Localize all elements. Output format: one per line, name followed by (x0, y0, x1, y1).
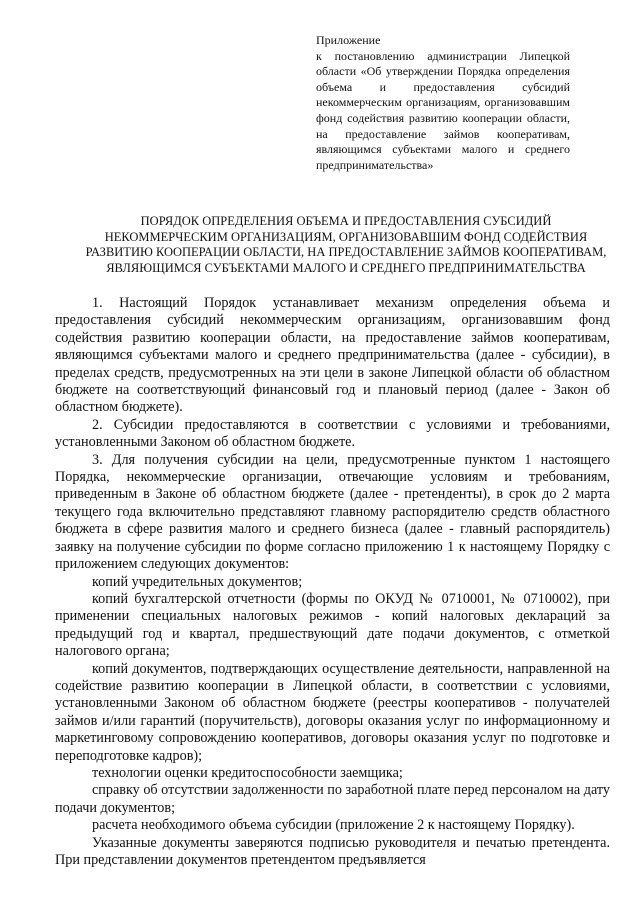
paragraph-1: 1. Настоящий Порядок устанавливает механизм определения объема и предоставления субсидий некоммерческим организациям, организовавшим фонд содействия развитию кооперации области, на предоставление займов кооперативам, являющимся субъектами малого и среднего предпринимательства (далее - субсидии), в пределах средств, предусмотренных на эти цели в законе Липецкой области об областном бюджете на соответствующий финансовый год и плановый период (далее - Закон об областном бюджете). (55, 295, 610, 416)
document-title: ПОРЯДОК ОПРЕДЕЛЕНИЯ ОБЪЕМА И ПРЕДОСТАВЛЕНИЯ СУБСИДИЙ НЕКОММЕРЧЕСКИМ ОРГАНИЗАЦИЯМ, ОРГАНИЗОВАВШИМ ФОНД СОДЕЙСТВИЯ РАЗВИТИЮ КООПЕРАЦИИ ОБЛАСТИ, НА ПРЕДОСТАВЛЕНИЕ ЗАЙМОВ КООПЕРАТИВАМ, ЯВЛЯЮЩИМСЯ СУБЪЕКТАМИ МАЛОГО И СРЕДНЕГО ПРЕДПРИНИМАТЕЛЬСТВА (85, 214, 607, 275)
list-item-activity-docs: копий документов, подтверждающих осуществление деятельности, направленной на содействие развитию кооперации в Липецкой области, в соответствии с условиями, установленными Законом об областном бюджете (реестры кооперативов - получателей займов и/или гарантий (поручительств), договоры оказания услуг по информационному и маркетинговому сопровождению кооперативов, договоры оказания услуг по подготовке и переподготовке кадров); (55, 660, 610, 764)
appendix-text: к постановлению администрации Липецкой области «Об утверждении Порядка определения объема и предоставления субсидий некоммерческим организациям, организовавшим фонд содействия развитию кооперации области, на предоставление займов кооперативам, являющимся субъектами малого и среднего предпринимательства» (316, 48, 570, 172)
paragraph-certification: Указанные документы заверяются подписью руководителя и печатью претендента. При представлении документов претендентом предъявляется (55, 834, 610, 868)
appendix-title: Приложение (316, 33, 381, 47)
paragraph-3: 3. Для получения субсидии на цели, предусмотренные пунктом 1 настоящего Порядка, некоммерческие организации, отвечающие условиям и требованиям, приведенным в Законе об областном бюджете (далее - претенденты), в срок до 2 марта текущего года включительно представляют главному распорядителю средств областного бюджета в сфере развития малого и среднего бизнеса (далее - главный распорядитель) заявку на получение субсидии по форме согласно приложению 1 к настоящему Порядку с приложением следующих документов: (55, 451, 610, 573)
paragraph-2: 2. Субсидии предоставляются в соответствии с условиями и требованиями, установленными Законом об областном бюджете. (55, 416, 610, 451)
list-item-credit-assessment: технологии оценки кредитоспособности заемщика; (92, 764, 403, 781)
list-item-accounting-reports: копий бухгалтерской отчетности (формы по ОКУД № 0710001, № 0710002), при применении специальных налоговых режимов - копий налоговых деклараций за предыдущий год и квартал, предшествующий дате подачи документов, с отметкой налогового органа; (55, 590, 610, 660)
appendix-block (316, 33, 570, 173)
list-item-founding-docs: копий учредительных документов; (92, 573, 303, 590)
document-body (55, 295, 610, 869)
list-item-salary-certificate: справку об отсутствии задолженности по заработной плате перед персоналом на дату подачи документов; (55, 782, 610, 816)
list-item-subsidy-calculation: расчета необходимого объема субсидии (приложение 2 к настоящему Порядку). (92, 817, 575, 834)
